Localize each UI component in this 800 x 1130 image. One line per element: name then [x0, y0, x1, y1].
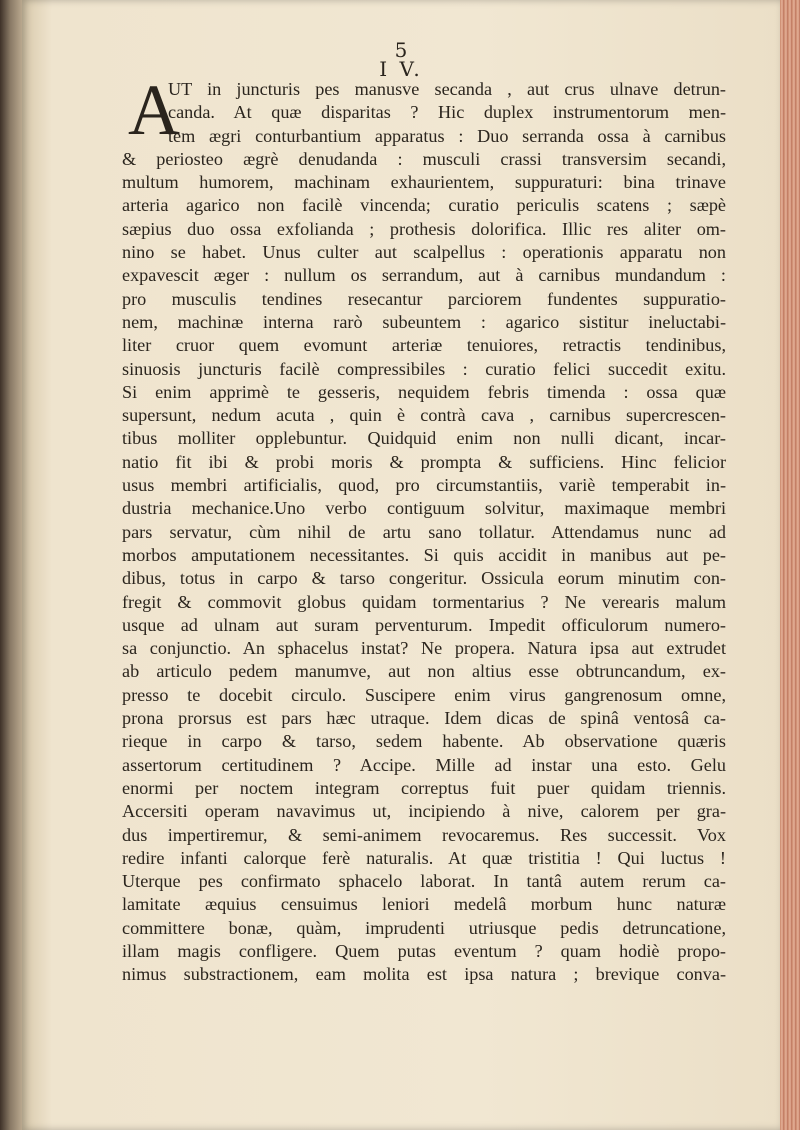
- text-line: dibus, totus in carpo & tarso congeritur. Ossicula eorum minutim con-: [122, 568, 726, 589]
- text-line: enormi per noctem integram correptus fuit puer quidam triennis.: [122, 777, 726, 798]
- text-line: redire infanti calorque ferè naturalis. At quæ tristitia ! Qui luctus !: [122, 847, 726, 868]
- text-line: prona prorsus est pars hæc utraque. Idem dicas de spinâ ventosâ ca-: [122, 708, 726, 729]
- page-fore-edge: [780, 0, 800, 1130]
- text-line: & periosteo ægrè denudanda : musculi crassi transversim secandi,: [122, 148, 726, 169]
- text-line: natio fit ibi & probi moris & prompta & sufficiens. Hinc felicior: [122, 451, 726, 472]
- text-line: sinuosis juncturis facilè compressibiles : curatio felici succedit exitu.: [122, 358, 726, 379]
- book-page: [22, 0, 780, 1130]
- text-line: pars servatur, cùm nihil de artu sano tollatur. Attendamus nunc ad: [122, 521, 726, 542]
- text-line: lamitate æquius censuimus leniori medelâ morbum hunc naturæ: [122, 894, 726, 915]
- text-line: canda. At quæ disparitas ? Hic duplex instrumentorum men-: [168, 102, 726, 123]
- text-line: arteria agarico non facilè vincenda; curatio periculis scatens ; sæpè: [122, 195, 726, 216]
- text-line: liter cruor quem evomunt arteriæ tenuiores, retractis tendinibus,: [122, 335, 726, 356]
- text-line: dus impertiremur, & semi-animem revocaremus. Res successit. Vox: [122, 824, 726, 845]
- text-line: sæpius duo ossa exfolianda ; prothesis dolorifica. Illic res aliter om-: [122, 218, 726, 239]
- text-line: illam magis confligere. Quem putas eventum ? quam hodiè propo-: [122, 940, 726, 961]
- text-line: tibus molliter opplebuntur. Quidquid enim non nulli dicant, incar-: [122, 428, 726, 449]
- text-line: multum humorem, machinam exhaurientem, suppuraturi: bina trinave: [122, 172, 726, 193]
- text-line: supersunt, nedum acuta , quin è contrà cava , carnibus supercrescen-: [122, 405, 726, 426]
- text-line: ab articulo pedem manumve, aut non altius esse obtruncandum, ex-: [122, 661, 726, 682]
- text-line: dustria mechanice.Uno verbo contiguum solvitur, maximaque membri: [122, 498, 726, 519]
- text-line: usque ad ulnam aut suram perventurum. Impedit officulorum numero-: [122, 614, 726, 635]
- text-line: nino se habet. Unus culter aut scalpellus : operationis apparatu non: [122, 242, 726, 263]
- text-line: presso te docebit circulo. Suscipere enim virus gangrenosum omne,: [122, 684, 726, 705]
- text-line: rieque in carpo & tarso, sedem habente. Ab observatione quæris: [122, 731, 726, 752]
- section-heading: I V.: [379, 57, 423, 81]
- text-line: assertorum certitudinem ? Accipe. Mille ad instar una esto. Gelu: [122, 754, 726, 775]
- text-line: tem ægri conturbantium apparatus : Duo serranda ossa à carnibus: [168, 125, 726, 146]
- text-line: UT in juncturis pes manusve secanda , aut crus ulnave detrun-: [168, 79, 726, 99]
- text-line: morbos amputationem necessitantes. Si quis accidit in manibus aut pe-: [122, 544, 726, 565]
- body-text: [122, 78, 726, 987]
- text-line: committere bonæ, quàm, imprudenti utriusque pedis detruncatione,: [122, 917, 726, 938]
- text-line: nimus substractionem, eam molita est ipsa natura ; brevique conva-: [122, 964, 726, 985]
- page-number: 5: [394, 38, 408, 62]
- text-line: sa conjunctio. An sphacelus instat? Ne propera. Natura ipsa aut extrudet: [122, 638, 726, 659]
- text-line: nem, machinæ interna rarò subeuntem : agarico sistitur ineluctabi-: [122, 311, 726, 332]
- drop-cap-initial: A: [128, 70, 180, 150]
- text-line: pro musculis tendines resecantur parciorem fundentes suppuratio-: [122, 288, 726, 309]
- text-line: Accersiti operam navavimus ut, incipiendo à nive, calorem per gra-: [122, 801, 726, 822]
- text-line: fregit & commovit globus quidam tormentarius ? Ne verearis malum: [122, 591, 726, 612]
- text-line: Uterque pes confirmato sphacelo laborat. In tantâ autem rerum ca-: [122, 871, 726, 892]
- text-line: usus membri artificialis, quod, pro circumstantiis, variè temperabit in-: [122, 475, 726, 496]
- text-line: expavescit æger : nullum os serrandum, aut à carnibus mundandum :: [122, 265, 726, 286]
- text-line: Si enim apprimè te gesseris, nequidem febris timenda : ossa quæ: [122, 381, 726, 402]
